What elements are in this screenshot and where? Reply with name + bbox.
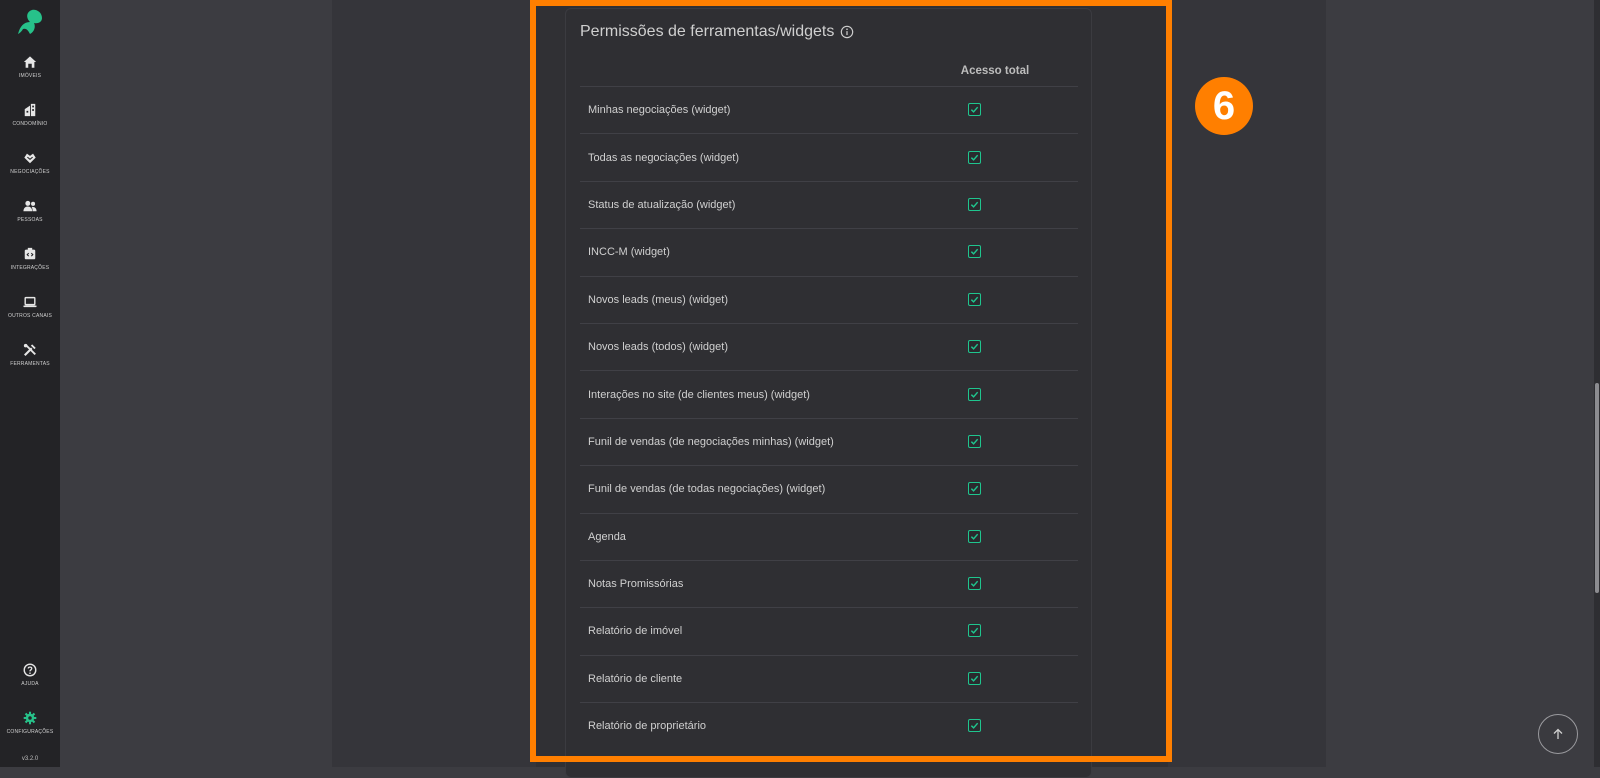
card-title-text: Permissões de ferramentas/widgets: [580, 23, 835, 40]
help-icon: [23, 663, 37, 677]
permission-label: Novos leads (meus) (widget): [588, 293, 728, 306]
sidebar-item-label: IMÓVEIS: [18, 73, 42, 79]
step-number-badge: 6: [1195, 77, 1253, 135]
permission-label: Notas Promissórias: [588, 578, 684, 591]
sidebar-item-condominio[interactable]: [0, 103, 60, 147]
permission-label: Status de atualização (widget): [588, 198, 736, 211]
permission-label: Novos leads (todos) (widget): [588, 341, 729, 354]
sidebar-item-label: PESSOAS: [17, 217, 43, 223]
sidebar-item-negociacoes[interactable]: [0, 151, 60, 195]
sidebar-item-label: CONDOMÍNIO: [12, 121, 48, 127]
sidebar-item-label: INTEGRAÇÕES: [10, 265, 50, 271]
scroll-to-top-button[interactable]: [1538, 714, 1578, 754]
sidebar-item-outros-canais[interactable]: [0, 295, 60, 339]
permission-label: Relatório de cliente: [588, 672, 683, 685]
sidebar-item-ferramentas[interactable]: [0, 343, 60, 387]
permission-label: Funil de vendas (de todas negociações) (widget): [588, 483, 826, 496]
building-icon: [23, 103, 37, 117]
handshake-icon: [23, 151, 37, 165]
permission-label: Interações no site (de clientes meus) (widget): [588, 388, 810, 401]
sidebar: [0, 0, 60, 767]
app-version: v3.2.0: [21, 756, 39, 762]
highlight-box: [530, 0, 1172, 762]
tools-icon: [23, 343, 37, 357]
permission-label: Agenda: [588, 530, 626, 543]
sidebar-item-label: NEGOCIAÇÕES: [10, 169, 50, 175]
permission-label: Minhas negociações (widget): [588, 104, 731, 117]
integrations-icon: [23, 247, 37, 261]
home-icon: [23, 55, 37, 69]
sidebar-item-imoveis[interactable]: [0, 55, 60, 99]
sidebar-item-label: OUTROS CANAIS: [8, 313, 52, 319]
people-icon: [23, 199, 37, 213]
arrow-up-icon: [1552, 728, 1564, 740]
sidebar-item-pessoas[interactable]: [0, 199, 60, 243]
scrollbar-thumb[interactable]: [1595, 383, 1599, 593]
permission-label: Relatório de imóvel: [588, 625, 683, 638]
brand-logo[interactable]: [14, 8, 46, 36]
permission-label: INCC-M (widget): [588, 246, 670, 259]
permission-label: Todas as negociações (widget): [588, 151, 740, 164]
permission-label: Funil de vendas (de negociações minhas) (widget): [588, 435, 834, 448]
sidebar-item-configuracoes[interactable]: [0, 711, 60, 755]
column-header-full-access: Acesso total: [960, 65, 1030, 77]
sidebar-item-ajuda[interactable]: [0, 663, 60, 707]
sidebar-item-integracoes[interactable]: [0, 247, 60, 291]
sidebar-item-label: FERRAMENTAS: [10, 361, 50, 367]
laptop-icon: [23, 295, 37, 309]
sidebar-item-label: CONFIGURAÇÕES: [6, 729, 54, 735]
permission-label: Relatório de proprietário: [588, 720, 707, 733]
sidebar-item-label: AJUDA: [21, 681, 39, 687]
gear-icon: [23, 711, 37, 725]
